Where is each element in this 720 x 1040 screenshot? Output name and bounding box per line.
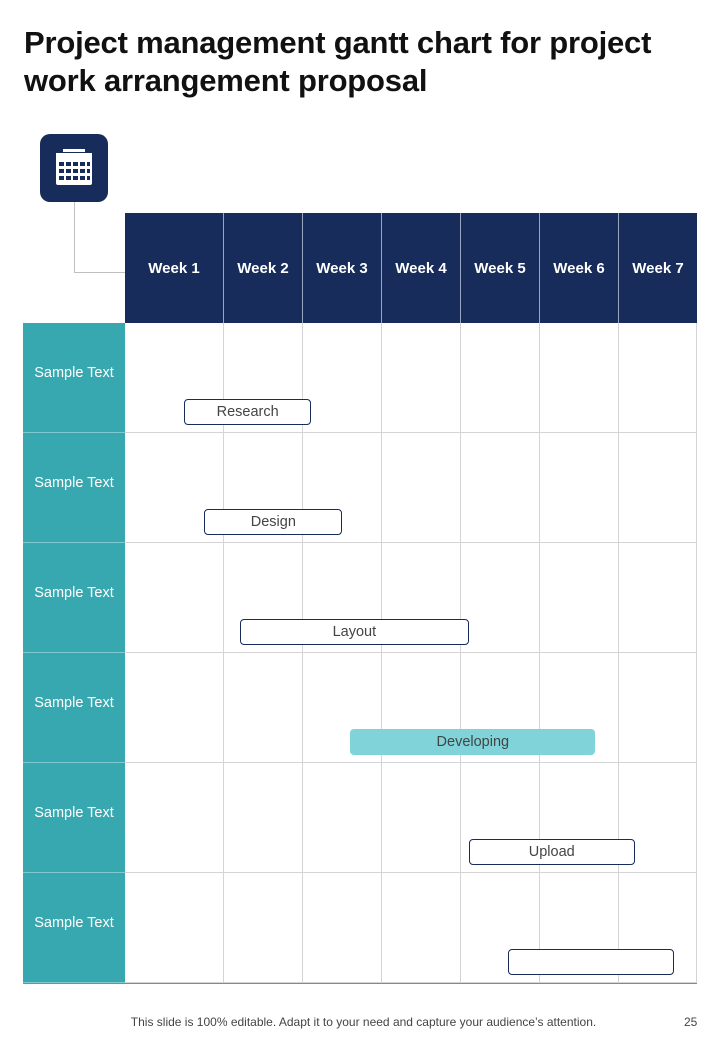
page-title: Project management gantt chart for project work arrangement proposal — [24, 25, 652, 98]
gantt-row — [23, 323, 697, 433]
connector-line — [74, 202, 126, 273]
grid-cell — [382, 763, 461, 873]
grid-cell — [303, 873, 382, 983]
week-header-row — [125, 213, 697, 323]
week-header-2: Week 2 — [224, 213, 303, 323]
task-bar-layout: Layout — [240, 619, 469, 645]
task-bar-research: Research — [184, 399, 311, 425]
row-label: Sample Text — [23, 653, 125, 763]
week-header-4: Week 4 — [382, 213, 461, 323]
grid-cell — [619, 323, 697, 433]
page-number: 25 — [684, 1015, 698, 1029]
grid-cell — [540, 543, 619, 653]
grid-cell — [382, 323, 461, 433]
grid-cell — [125, 873, 224, 983]
grid-cell — [125, 653, 224, 763]
row-label: Sample Text — [23, 763, 125, 873]
grid-cell — [461, 433, 540, 543]
gantt-grid — [23, 323, 697, 984]
grid-cell — [619, 543, 697, 653]
grid-cell — [303, 763, 382, 873]
grid-cell — [540, 433, 619, 543]
grid-cell — [382, 873, 461, 983]
row-label: Sample Text — [23, 873, 125, 983]
week-header-7: Week 7 — [632, 259, 684, 277]
grid-cell — [224, 763, 303, 873]
calendar-icon-box — [40, 134, 108, 202]
task-bar-design: Design — [204, 509, 342, 535]
grid-cell — [619, 433, 697, 543]
grid-cell — [125, 763, 224, 873]
grid-cell — [303, 323, 382, 433]
gantt-row — [23, 433, 697, 543]
task-bar-upload: Upload — [469, 839, 635, 865]
task-bar-blank — [508, 949, 673, 975]
grid-cell — [461, 323, 540, 433]
week-header-1: Week 1 — [125, 213, 224, 323]
footer-note: This slide is 100% editable. Adapt it to your need and capture your audience’s attention. — [130, 1015, 597, 1029]
calendar-icon — [54, 148, 94, 188]
grid-cell — [224, 653, 303, 763]
row-label: Sample Text — [23, 323, 125, 433]
grid-cell — [382, 433, 461, 543]
week-header-6: Week 6 — [540, 213, 619, 323]
week-header-3: Week 3 — [303, 213, 382, 323]
row-label: Sample Text — [23, 543, 125, 653]
grid-cell — [224, 873, 303, 983]
task-bar-developing: Developing — [350, 729, 595, 755]
grid-cell — [461, 543, 540, 653]
grid-cell — [125, 543, 224, 653]
grid-cell — [540, 323, 619, 433]
row-label: Sample Text — [23, 433, 125, 543]
week-header-5: Week 5 — [461, 213, 540, 323]
grid-cell — [619, 653, 697, 763]
